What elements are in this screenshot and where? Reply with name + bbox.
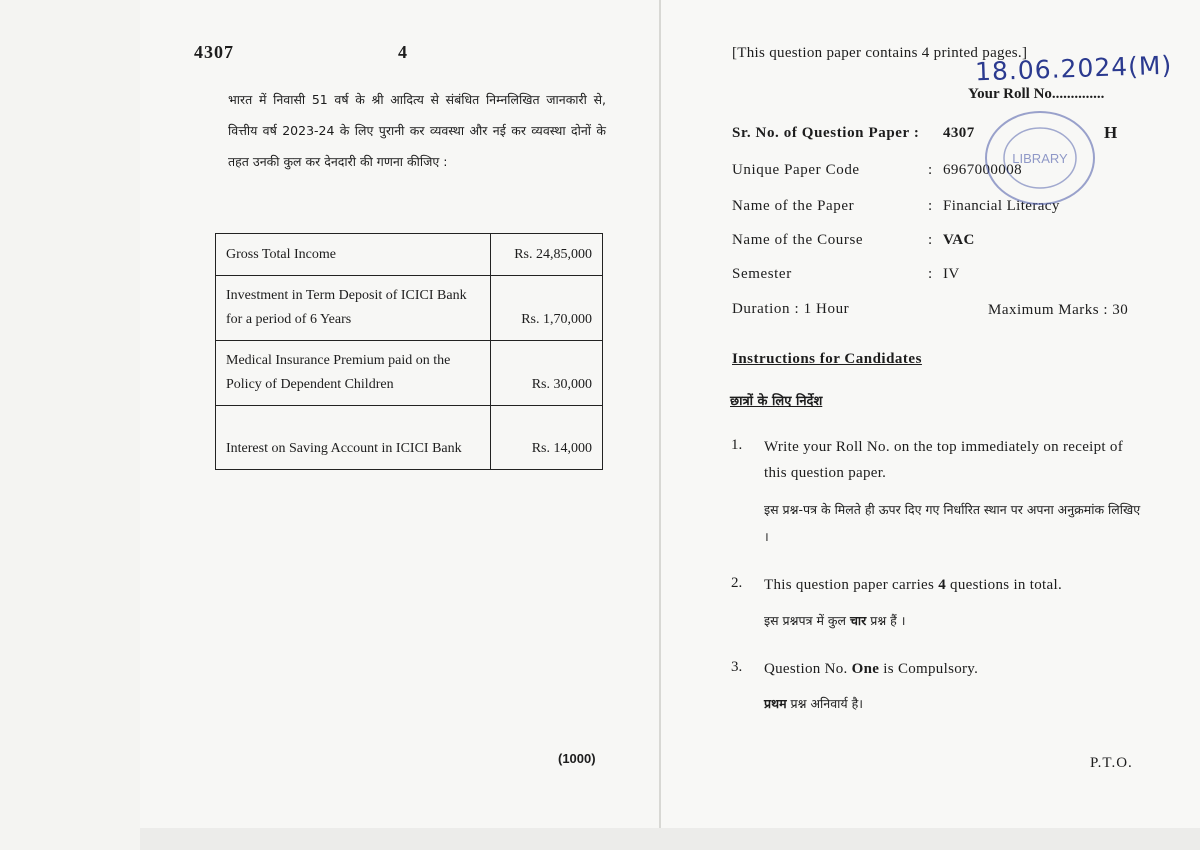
instruction-1-english: Write your Roll No. on the top immediately on receipt of this question paper. [764,439,1124,481]
semester-value: IV [943,266,960,282]
handwritten-date: 18.06.2024(M) [974,50,1173,87]
table-cell-label: Investment in Term Deposit of ICICI Bank for a period of 6 Years [216,276,491,341]
printed-pages-note: [This question paper contains 4 printed pages.] [732,45,1028,61]
instruction-emphasis: चार [849,613,867,628]
table-row [216,276,603,341]
instruction-1-hindi: इस प्रश्न-पत्र के मिलते ही ऊपर दिए गए निर्धारित स्थान पर अपना अनुक्रमांक लिखिए । [764,502,1141,544]
table-cell-amount: Rs. 14,000 [491,406,603,470]
income-table [215,233,603,470]
maximum-marks: Maximum Marks : 30 [988,302,1129,318]
instruction-2-english [764,572,1148,598]
instruction-3-english [764,656,1148,682]
please-turn-over: P.T.O. [1090,755,1133,771]
instructions-heading-hindi: छात्रों के लिए निर्देश [730,394,823,409]
instruction-text: is Compulsory. [879,661,979,677]
table-cell-amount: Rs. 30,000 [491,341,603,406]
field-separator: : [928,266,933,282]
serial-number-label: Sr. No. of Question Paper : [732,125,920,141]
instruction-text: This question paper carries [764,577,939,593]
instruction-2-hindi [764,607,1148,634]
instruction-number: 1. [731,437,743,453]
course-name-value: VAC [943,232,975,248]
instruction-text: प्रश्न हैं । [866,613,906,628]
library-stamp-icon [982,108,1102,208]
table-row [216,341,603,406]
table-cell-label: Medical Insurance Premium paid on the Policy of Dependent Children [216,341,491,406]
page-bottom-edge [140,828,1200,850]
question-text-hindi: भारत में निवासी 51 वर्ष के श्री आदित्य से संबंधित निम्नलिखित जानकारी से, वित्तीय वर्ष 2023-24 के लिए पुरानी कर व्यवस्था और नई कर व्यवस्था दोनों के तहत उनकी कुल कर देनदारी की गणना कीजिए : [228,92,606,169]
page-number: 4 [398,42,407,62]
table-cell-amount: Rs. 1,70,000 [491,276,603,341]
paper-code-value: 6967000008 [943,162,1022,178]
print-copies: (1000) [558,751,596,766]
semester-label: Semester [732,266,792,282]
instruction-text: प्रश्न अनिवार्य है। [786,696,863,711]
instruction-3-hindi [764,690,1148,717]
instruction-emphasis: 4 [938,577,946,593]
field-separator: : [928,232,933,248]
paper-code: 4307 [194,42,234,62]
instruction-text: Question No. [764,661,852,677]
instruction-emphasis: प्रथम [764,696,787,711]
paper-code-label: Unique Paper Code [732,162,860,178]
table-cell-amount: Rs. 24,85,000 [491,234,603,276]
instructions-heading: Instructions for Candidates [732,351,922,367]
instruction-text: questions in total. [946,577,1062,593]
roll-number-line: Your Roll No.............. [968,86,1105,102]
instruction-number: 2. [731,575,743,591]
instruction-number: 3. [731,659,743,675]
field-separator: : [928,162,933,178]
instruction-text: इस प्रश्नपत्र में कुल [764,613,850,628]
instruction-emphasis: One [851,661,880,677]
field-separator: : [928,198,933,214]
paper-set-letter: H [1104,123,1118,142]
serial-number-value: 4307 [943,125,975,141]
paper-name-label: Name of the Paper [732,198,855,214]
duration: Duration : 1 Hour [732,301,850,317]
table-cell-label: Interest on Saving Account in ICICI Bank [216,406,491,470]
table-row [216,234,603,276]
course-name-label: Name of the Course [732,232,864,248]
stamp-label: LIBRARY [1012,151,1068,166]
table-row [216,406,603,470]
table-cell-label: Gross Total Income [216,234,491,276]
paper-name-value: Financial Literacy [943,198,1060,214]
page-fold [659,0,661,830]
